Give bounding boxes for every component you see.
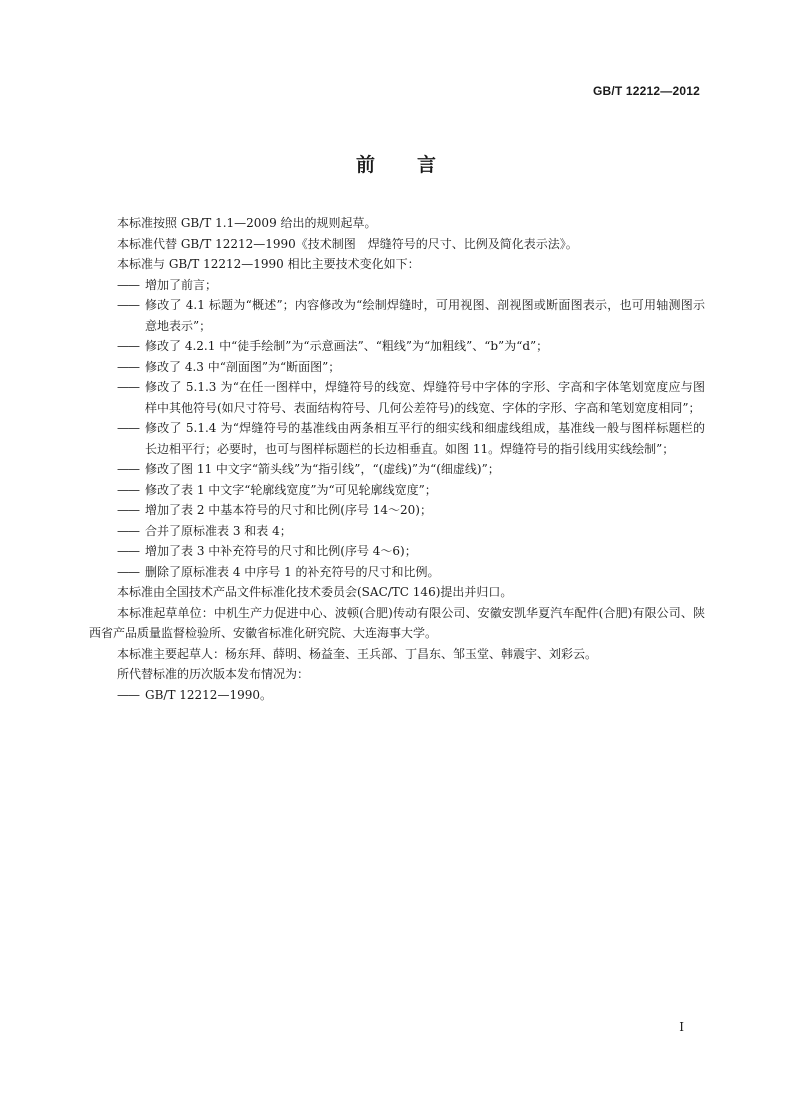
paragraph-proposer: 本标准由全国技术产品文件标准化技术委员会(SAC/TC 146)提出并归口。 bbox=[117, 585, 513, 599]
dash-marker: —— bbox=[117, 503, 139, 517]
list-item bbox=[89, 336, 705, 357]
list-item-text: 修改了 5.1.4 为“焊缝符号的基准线由两条相互平行的细实线和细虚线组成，基准线一般与图样标题栏的长边相平行；必要时，也可与图样标题栏的长边相垂直。如图 11。焊缝符号的指引线用实线绘制”； bbox=[145, 421, 705, 456]
list-item bbox=[89, 480, 705, 501]
list-item-text: 修改了表 1 中文字“轮廓线宽度”为“可见轮廓线宽度”； bbox=[145, 482, 437, 497]
list-item bbox=[89, 418, 705, 459]
list-item-text: 修改了 5.1.3 为“在任一图样中，焊缝符号的线宽、焊缝符号中字体的字形、字高和字体笔划宽度应与图样中其他符号(如尺寸符号、表面结构符号、几何公差符号)的线宽、字体的字形、字高和笔划宽度相同”； bbox=[145, 380, 705, 415]
list-item-text: 增加了表 3 中补充符号的尺寸和比例(序号 4～6)； bbox=[145, 544, 417, 558]
list-item-text: 修改了 4.2.1 中“徒手绘制”为“示意画法”、“粗线”为“加粗线”、“b”为“d”； bbox=[145, 339, 549, 353]
list-item-text: 合并了原标准表 3 和表 4； bbox=[145, 523, 292, 538]
dash-marker: —— bbox=[117, 523, 139, 538]
list-item bbox=[89, 377, 705, 418]
list-item bbox=[89, 562, 705, 583]
dash-marker: —— bbox=[117, 544, 139, 558]
dash-marker: —— bbox=[117, 359, 139, 374]
dash-marker: —— bbox=[117, 339, 139, 353]
list-item-text: 增加了表 2 中基本符号的尺寸和比例(序号 14～20)； bbox=[145, 503, 432, 517]
standard-code: GB/T 12212—2012 bbox=[592, 84, 700, 98]
dash-marker: —— bbox=[117, 687, 139, 702]
dash-marker: —— bbox=[117, 277, 139, 292]
dash-marker: —— bbox=[117, 380, 139, 394]
changes-list bbox=[89, 275, 705, 583]
list-item bbox=[89, 459, 705, 480]
list-item bbox=[89, 357, 705, 378]
page-title: 前言 bbox=[355, 154, 478, 176]
paragraph-drafting-rules: 本标准按照 GB/T 1.1—2009 给出的规则起草。 bbox=[117, 216, 377, 230]
paragraph-history-intro: 所代替标准的历次版本发布情况为： bbox=[117, 667, 310, 681]
dash-marker: —— bbox=[117, 298, 139, 312]
list-item bbox=[89, 275, 705, 296]
paragraph-drafters: 本标准主要起草人：杨东拜、薛明、杨益奎、王兵部、丁昌东、邹玉堂、韩震宇、刘彩云。 bbox=[117, 646, 598, 661]
history-list bbox=[89, 685, 705, 706]
paragraph-replaces: 本标准代替 GB/T 12212—1990《技术制图 焊缝符号的尺寸、比例及简化表示法》。 bbox=[117, 236, 578, 251]
list-item bbox=[89, 685, 705, 706]
list-item-text: 增加了前言； bbox=[145, 277, 218, 292]
list-item bbox=[89, 521, 705, 542]
list-item-text: 修改了 4.3 中“剖面图”为“断面图”； bbox=[145, 359, 341, 374]
list-item-text: 删除了原标准表 4 中序号 1 的补充符号的尺寸和比例。 bbox=[145, 564, 440, 579]
dash-marker: —— bbox=[117, 564, 139, 579]
list-item-text: 修改了图 11 中文字“箭头线”为“指引线”，“(虚线)”为“(细虚线)”； bbox=[145, 462, 500, 476]
list-item-text: GB/T 12212—1990。 bbox=[145, 687, 272, 702]
list-item-text: 修改了 4.1 标题为“概述”；内容修改为“绘制焊缝时，可用视图、剖视图或断面图表示，也可用轴测图示意地表示”； bbox=[145, 298, 705, 333]
list-item bbox=[89, 541, 705, 562]
dash-marker: —— bbox=[117, 462, 139, 476]
foreword-body bbox=[89, 213, 705, 705]
dash-marker: —— bbox=[117, 482, 139, 497]
page-number: I bbox=[679, 1020, 684, 1034]
dash-marker: —— bbox=[117, 421, 139, 435]
list-item bbox=[89, 295, 705, 336]
list-item bbox=[89, 500, 705, 521]
paragraph-changes-intro: 本标准与 GB/T 12212—1990 相比主要技术变化如下： bbox=[117, 257, 420, 271]
paragraph-drafting-units: 本标准起草单位：中机生产力促进中心、波顿(合肥)传动有限公司、安徽安凯华夏汽车配件(合肥)有限公司、陕西省产品质量监督检验所、安徽省标准化研究院、大连海事大学。 bbox=[89, 605, 705, 640]
